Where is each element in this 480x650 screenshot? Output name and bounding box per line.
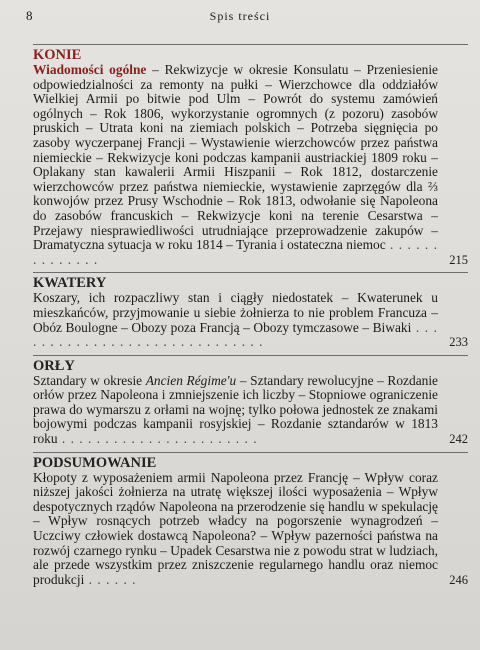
toc-entry: [33, 471, 468, 588]
table-of-contents: [33, 44, 468, 592]
toc-entry: [33, 63, 468, 267]
toc-section-kwatery: [33, 272, 468, 349]
toc-section-podsumowanie: [33, 452, 468, 588]
section-title: ORŁY: [33, 357, 75, 374]
toc-section-orly: [33, 355, 468, 447]
leader-dots: . . . . . . . . . . . . . . . . . . . . . . . . . . . . . .: [33, 319, 438, 350]
leader-dots: . . . . . .: [84, 571, 137, 587]
entry-body: – Sztandary rewolucyjne – Rozdanie orłów przez Napoleona i zmniejszenie ich liczby – Stopniowe ograniczenie prawa do wymarszu z orłami na wojnę; tylko połowa jednostek ze znakami bojowymi podczas kampanii rosyjskiej – Rozdanie sztandarów w 1813 roku: [33, 372, 438, 447]
entry-text: [33, 63, 438, 267]
entry-body: Koszary, ich rozpaczliwy stan i ciągły niedostatek – Kwaterunek u mieszkańców, przyjmowanie u siebie żołnierza to nie problem Francuza – Obóz Boulogne – Obozy poza Francją – Obozy tymczasowe – Biwaki: [33, 290, 438, 335]
page-ref: 215: [449, 252, 468, 267]
leader-dots: . . . . . . . . . . . . . .: [33, 237, 439, 267]
entry-text: [33, 291, 438, 349]
entry-body: Kłopoty z wyposażeniem armii Napoleona przez Francję – Wpływ coraz niższej jakości żołnierza na utratę większej ilości wyposażenia – Wpływ despotycznych rządów Napoleona na przerodzenie się handlu w spekulację – Wpływ rosnących potrzeb władcy na pogorszenie wynagrodzeń – Uczciwy człowiek dostawcą Napoleona? – Wpływ pazerności państwa na rozwój czarnego rynku – Upadek Cesarstwa nie z powodu strat w ludziach, ale przede wszystkim przez zniszczenie regularnego handlu oraz niemoc produkcji: [33, 469, 438, 587]
entry-text: [33, 471, 438, 588]
page-number: 8: [26, 8, 33, 23]
leader-dots: . . . . . . . . . . . . . . . . . . . . . . .: [57, 431, 258, 447]
toc-entry: [33, 374, 468, 447]
page-ref: 246: [449, 572, 468, 587]
running-header: Spis treści: [209, 9, 271, 23]
section-title: KWATERY: [33, 275, 107, 292]
toc-entry: [33, 291, 468, 349]
toc-section-konie: [33, 44, 468, 267]
entry-text: [33, 374, 438, 447]
page-ref: 242: [449, 432, 468, 447]
section-title: PODSUMOWANIE: [33, 454, 157, 471]
entry-body: – Rekwizycje w okresie Konsulatu – Przeniesienie odpowiedzialności za remonty na pułki – Wierzchowce dla oddziałów Wielkiej Armii po bitwie pod Ulm – Powrót do systemu zamówień ogólnych – Rok 1806, wykorzystanie ogromnych (z pozoru) zasobów pruskich – Utrata koni na ziemiach polskich – Potrzeba sięgnięcia po zasoby wyczerpanej Francji – Wystawienie wierzchowców przez państwa niemieckie – Rekwizycje koni podczas kampanii austriackiej 1809 roku – Oplakany stan kawalerii Armii Hiszpanii – Rok 1812, dostarczenie wierzchowców przez państwa niemieckie, wystawienie zaprzęgów dla ⅔ konwojów przez Prusy Wschodnie – Rok 1813, odwołanie się Napoleona do zasobów francuskich – Rekwizycje koni na terenie Cesarstwa – Przejawy niesprawiedliwości utrudniające przeprowadzenie zakupów – Dramatyczna sytuacja w roku 1814 – Tyrania i ostateczna niemoc: [33, 62, 438, 253]
entry-body-start: Sztandary w okresie: [33, 372, 146, 388]
entry-lead: Wiadomości ogólne: [33, 62, 147, 77]
entry-italic: Ancien Régime'u: [145, 372, 237, 388]
section-title: KONIE: [33, 47, 82, 63]
page-ref: 233: [449, 335, 468, 350]
